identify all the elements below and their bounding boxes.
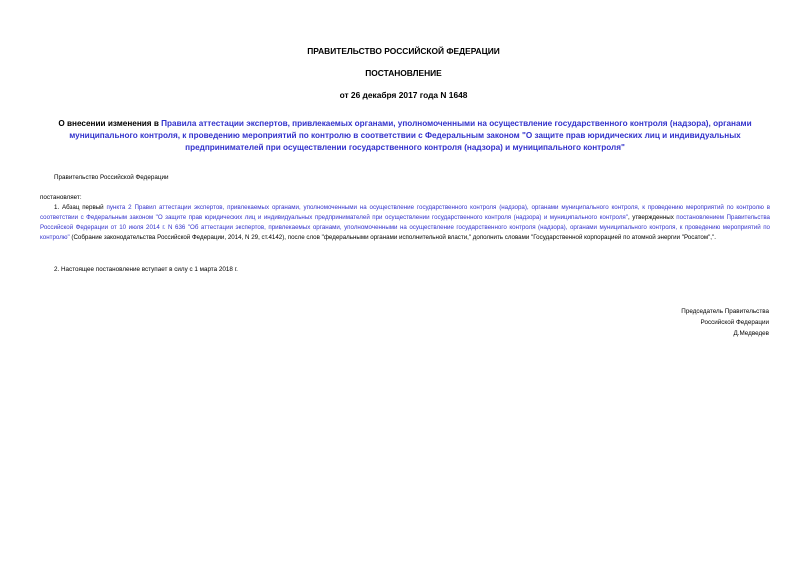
signatory-position: Председатель Правительства xyxy=(681,308,769,315)
title-prefix: О внесении изменения в xyxy=(58,119,162,128)
document-type-heading: ПОСТАНОВЛЕНИЕ xyxy=(365,68,442,78)
item-1-tail: (Собрание законодательства Российской Федерации, 2014, N 29, ст.4142), после слов "федеральными органами исполнительной власти," дополнить словами "Государственной корпорацией по атомной энергии "Росатом",". xyxy=(69,234,716,241)
signatory-name: Д.Медведев xyxy=(733,330,769,337)
item-1-mid: , утвержденных xyxy=(627,214,677,221)
item-1-paragraph xyxy=(40,203,770,243)
decrees-text: постановляет: xyxy=(40,194,82,201)
government-heading: ПРАВИТЕЛЬСТВО РОССИЙСКОЙ ФЕДЕРАЦИИ xyxy=(307,46,500,56)
item-2-paragraph: 2. Настоящее постановление вступает в силу с 1 марта 2018 г. xyxy=(54,266,238,273)
item-1-resolution-link[interactable]: постановлением Правительства Российской Федерации от 10 июля 2014 г. N 636 "Об аттестации экспертов, привлекаемых органами, уполномоченными на осуществление государственного контроля (надзора), органами муниципального контроля, к проведению мероприятий по контролю" xyxy=(40,214,770,241)
signatory-country: Российской Федерации xyxy=(700,319,769,326)
document-title xyxy=(40,118,770,154)
title-rules-link[interactable]: Правила аттестации экспертов, привлекаемых органами, уполномоченными на осуществление государственного контроля (надзора), органами муниципального контроля, к проведению мероприятий по контролю в соответствии с Федеральным законом "О защите прав юридических лиц и индивидуальных предпринимателей при осуществлении государственного контроля (надзора) и муниципального контроля" xyxy=(69,119,752,152)
item-1-intro: 1. Абзац первый xyxy=(54,204,107,211)
document-date-number: от 26 декабря 2017 года N 1648 xyxy=(339,90,468,100)
item-1-rules-link[interactable]: пункта 2 Правил аттестации экспертов, привлекаемых органами, уполномоченными на осуществление государственного контроля (надзора), органами муниципального контроля, к проведению мероприятий по контролю в соответствии с Федеральным законом "О защите прав юридических лиц и индивидуальных предпринимателей при осуществлении государственного контроля (надзора) и муниципального контроля" xyxy=(40,204,770,221)
issuer-text: Правительство Российской Федерации xyxy=(54,174,169,181)
